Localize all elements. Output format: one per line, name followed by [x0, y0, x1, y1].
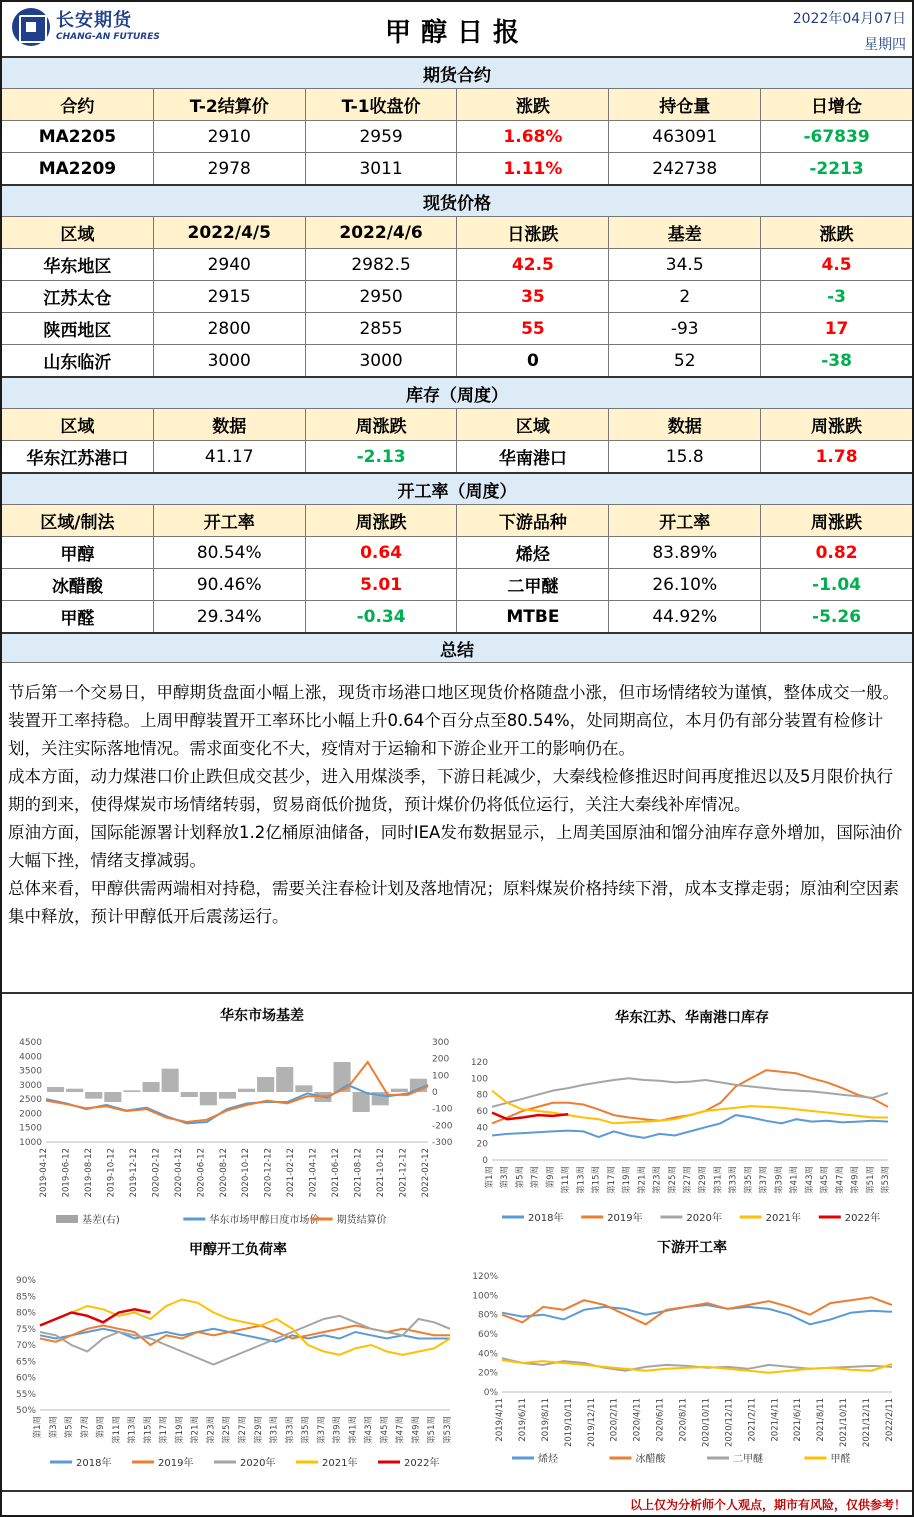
summary-section-title: 总结 [2, 632, 912, 662]
operating-section-title: 开工率（周度） [2, 472, 912, 504]
basis: 34.5 [608, 249, 760, 280]
series-line [502, 1360, 892, 1373]
table-row [2, 312, 912, 344]
futures-header-row [2, 88, 912, 120]
daily-change: 0 [456, 345, 608, 376]
operating-rate: 90.46% [153, 569, 305, 600]
table-row [2, 280, 912, 312]
operating-rate: 29.34% [153, 601, 305, 632]
x-tick-label: 2020/2/11 [609, 1398, 620, 1442]
x-tick-label: 第33周 [285, 1416, 296, 1444]
legend-label: 甲醛 [830, 1454, 851, 1465]
x-tick-label: 第51周 [427, 1416, 438, 1444]
table-row [2, 344, 912, 376]
operating-header-row [2, 504, 912, 536]
legend-label: 2022年 [404, 1458, 440, 1469]
x-tick-label: 第17周 [159, 1416, 170, 1444]
basis-change: 17 [760, 313, 912, 344]
x-tick-label: 2021/4/11 [770, 1398, 781, 1442]
logo-english-name: CHANG-AN FUTURES [56, 32, 160, 42]
x-tick-label: 2021/2/11 [747, 1398, 758, 1442]
column-header: T-1收盘价 [305, 89, 457, 120]
basis-bar [162, 1069, 179, 1092]
basis-bar [123, 1090, 140, 1092]
column-header: 数据 [153, 409, 305, 440]
table-row [2, 440, 912, 472]
report-header [2, 2, 912, 56]
column-header: 开工率 [153, 505, 305, 536]
y-right-tick-label: 100 [432, 1071, 450, 1082]
weekly-change: -0.34 [305, 601, 457, 632]
spot-header-row [2, 216, 912, 248]
x-tick-label: 第15周 [143, 1416, 154, 1444]
series-line [46, 1062, 428, 1122]
x-tick-label: 第49周 [411, 1416, 422, 1444]
basis-change: 4.5 [760, 249, 912, 280]
inventory-header-row [2, 408, 912, 440]
basis-bar [238, 1089, 255, 1092]
summary-paragraph: 总体来看，甲醇供需两端相对持稳，需要关注春检计划及落地情况；原料煤炭价格持续下滑，成本支撑走弱；原油利空因素集中释放，预计甲醇低开后震荡运行。 [8, 879, 899, 926]
x-tick-label: 2020/12/11 [724, 1398, 735, 1447]
x-tick-label: 2021-08-12 [353, 1148, 364, 1198]
column-header: 涨跌 [760, 217, 912, 248]
downstream-name: MTBE [456, 601, 608, 632]
region-name: 陕西地区 [43, 321, 112, 341]
x-tick-label: 2021/8/11 [816, 1398, 827, 1442]
open-interest: 242738 [608, 153, 760, 184]
legend-label: 基差(右) [82, 1215, 120, 1226]
x-tick-label: 第31周 [713, 1166, 724, 1194]
x-tick-label: 2019/4/11 [495, 1398, 505, 1442]
y-tick-label: 80% [15, 1308, 36, 1319]
x-tick-label: 第47周 [835, 1166, 846, 1194]
y-tick-label: 40% [477, 1349, 498, 1360]
y-right-tick-label: -300 [432, 1138, 453, 1148]
region-name: 华东江苏港口 [26, 449, 129, 469]
column-header: 区域 [60, 417, 95, 437]
weekly-change: 0.64 [305, 537, 457, 568]
legend-label: 2022年 [844, 1213, 881, 1224]
basis-change: -3 [760, 281, 912, 312]
x-tick-label: 第43周 [364, 1416, 375, 1444]
table-row [2, 536, 912, 568]
x-tick-label: 2021/6/11 [793, 1398, 804, 1442]
basis-bar [219, 1092, 236, 1099]
basis-bar [200, 1092, 217, 1105]
column-header: 日增仓 [760, 89, 912, 120]
summary-paragraph: 原油方面，国际能源署计划释放1.2亿桶原油储备，同时IEA发布数据显示，上周美国原油和馏分油库存意外增加，国际油价大幅下挫，情绪支撑减弱。 [8, 823, 903, 870]
x-tick-label: 第13周 [576, 1166, 587, 1194]
column-header: 涨跌 [456, 89, 608, 120]
x-tick-label: 第17周 [606, 1166, 617, 1194]
x-tick-label: 第37周 [316, 1416, 327, 1444]
x-tick-label: 2020-06-12 [196, 1148, 207, 1198]
table-row [2, 152, 912, 184]
y-tick-label: 20 [476, 1139, 488, 1150]
column-header: 下游品种 [456, 505, 608, 536]
summary-paragraph: 成本方面，动力煤港口价止跌但成交甚少，进入用煤淡季，下游日耗减少，大秦线检修推迟时间再度推迟以及5月限价执行期的到来，使得煤炭市场情绪转弱，贸易商低价抛货，预计煤价仍将低位运行，关注大秦线补库情况。 [8, 767, 893, 814]
series-line [492, 1091, 888, 1124]
y-tick-label: 100 [470, 1074, 488, 1085]
inventory-value: 15.8 [608, 441, 760, 472]
close-price: 2959 [305, 121, 457, 152]
price-day1: 2940 [153, 249, 305, 280]
price-day1: 2915 [153, 281, 305, 312]
y-tick-label: 20% [477, 1368, 498, 1379]
charts-area [2, 992, 912, 1488]
y-tick-label: 2000 [19, 1109, 42, 1120]
column-header: 区域 [456, 409, 608, 440]
x-tick-label: 2019-06-12 [61, 1148, 72, 1198]
y-tick-label: 3500 [19, 1066, 42, 1077]
series-line [502, 1305, 892, 1324]
x-tick-label: 第3周 [500, 1166, 511, 1189]
x-tick-label: 2020-04-12 [173, 1148, 184, 1198]
series-line [46, 1085, 428, 1124]
x-tick-label: 第21周 [190, 1416, 201, 1444]
column-header: 合约 [60, 97, 95, 117]
y-right-tick-label: -100 [432, 1104, 453, 1115]
report-title: 甲醇日报 [384, 18, 529, 48]
y-right-tick-label: 300 [432, 1038, 450, 1048]
x-tick-label: 2020/10/11 [701, 1398, 712, 1447]
operating-rate: 80.54% [153, 537, 305, 568]
y-tick-label: 60% [15, 1373, 36, 1384]
x-tick-label: 2020/8/11 [678, 1398, 689, 1442]
x-tick-label: 第29周 [253, 1416, 264, 1444]
table-row [2, 600, 912, 632]
logo-chinese-name: 长安期货 [56, 10, 132, 31]
x-tick-label: 第33周 [728, 1166, 739, 1194]
column-header: 区域/制法 [40, 513, 115, 533]
operating-rate: 83.89% [608, 537, 760, 568]
x-tick-label: 2020-12-12 [263, 1148, 274, 1198]
x-tick-label: 第53周 [881, 1166, 891, 1194]
x-tick-label: 第25周 [667, 1166, 678, 1194]
x-tick-label: 2020-08-12 [218, 1148, 229, 1198]
settle-price: 2978 [153, 153, 305, 184]
risk-disclaimer: 以上仅为分析师个人观点，期市有风险，仅供参考！ [629, 1498, 906, 1512]
y-tick-label: 90% [15, 1276, 36, 1286]
y-tick-label: 0 [482, 1156, 488, 1166]
x-tick-label: 第19周 [622, 1166, 633, 1194]
downstream-name: 烯烃 [456, 537, 608, 568]
x-tick-label: 第5周 [515, 1166, 526, 1189]
basis: -93 [608, 313, 760, 344]
futures-section-title: 期货合约 [2, 56, 912, 88]
x-tick-label: 2020/4/11 [632, 1398, 643, 1442]
x-tick-label: 2021-10-12 [376, 1148, 387, 1198]
basis-bar [295, 1085, 312, 1092]
x-tick-label: 第47周 [395, 1416, 406, 1444]
basis-bar [85, 1092, 102, 1099]
basis-change: -38 [760, 345, 912, 376]
y-tick-label: 50% [15, 1406, 36, 1416]
legend-label: 2021年 [322, 1458, 358, 1469]
legend-label: 2018年 [76, 1458, 112, 1469]
x-tick-label: 2021-06-12 [331, 1148, 342, 1198]
x-tick-label: 第7周 [80, 1416, 91, 1439]
series-line [502, 1297, 892, 1324]
weekly-change: -1.04 [760, 569, 912, 600]
basis: 52 [608, 345, 760, 376]
basis-bar [66, 1089, 83, 1092]
column-header: 数据 [608, 409, 760, 440]
x-tick-label: 2020-10-12 [241, 1148, 252, 1198]
basis-bar [104, 1092, 121, 1102]
legend-label: 二甲醚 [733, 1454, 763, 1465]
column-header: 开工率 [608, 505, 760, 536]
summary-text [2, 662, 912, 990]
price-day2: 2982.5 [305, 249, 457, 280]
x-tick-label: 第9周 [545, 1166, 556, 1189]
region-name: 华南港口 [456, 441, 608, 472]
column-header: 周涨跌 [760, 505, 912, 536]
downstream-name: 二甲醚 [456, 569, 608, 600]
legend-label: 2020年 [686, 1213, 722, 1224]
y-tick-label: 75% [15, 1324, 36, 1335]
x-tick-label: 2019/6/11 [517, 1398, 528, 1442]
region-name: 江苏太仓 [43, 289, 112, 309]
series-line [40, 1300, 450, 1355]
x-tick-label: 第41周 [789, 1166, 800, 1194]
close-price: 3011 [305, 153, 457, 184]
x-tick-label: 第39周 [332, 1416, 343, 1444]
x-tick-label: 2021-12-12 [398, 1148, 409, 1198]
y-tick-label: 0% [483, 1388, 498, 1398]
y-tick-label: 4500 [19, 1038, 42, 1048]
legend-label: 烯烃 [538, 1454, 558, 1465]
daily-change: 35 [456, 281, 608, 312]
x-tick-label: 第9周 [96, 1416, 107, 1439]
x-tick-label: 第51周 [865, 1166, 876, 1194]
x-tick-label: 第15周 [591, 1166, 602, 1194]
legend-swatch [56, 1215, 78, 1223]
inventory-value: 41.17 [153, 441, 305, 472]
weekly-change: -5.26 [760, 601, 912, 632]
product-name: 冰醋酸 [51, 577, 103, 597]
column-header: 2022/4/5 [153, 217, 305, 248]
y-tick-label: 60 [476, 1107, 488, 1117]
y-tick-label: 120 [470, 1058, 488, 1068]
y-tick-label: 55% [15, 1389, 36, 1400]
x-tick-label: 第11周 [111, 1416, 122, 1444]
daily-change: 55 [456, 313, 608, 344]
x-tick-label: 第27周 [683, 1166, 693, 1194]
y-tick-label: 1500 [19, 1123, 42, 1134]
x-tick-label: 2019/12/11 [586, 1398, 597, 1447]
series-line [492, 1115, 888, 1138]
x-tick-label: 第1周 [485, 1166, 495, 1189]
x-tick-label: 第39周 [774, 1166, 785, 1194]
price-day2: 3000 [305, 345, 457, 376]
x-tick-label: 第37周 [759, 1166, 770, 1194]
x-tick-label: 第43周 [804, 1166, 815, 1194]
x-tick-label: 第1周 [33, 1416, 43, 1439]
chart-title: 华东江苏、华南港口库存 [615, 1010, 769, 1026]
x-tick-label: 2020/6/11 [655, 1398, 666, 1442]
x-tick-label: 第7周 [530, 1166, 541, 1189]
x-tick-label: 2022/2/11 [885, 1398, 895, 1442]
price-day1: 2800 [153, 313, 305, 344]
change-pct: 1.11% [456, 153, 608, 184]
report-weekday: 星期四 [864, 37, 906, 53]
contract-name: MA2205 [38, 126, 117, 147]
x-tick-label: 第45周 [379, 1416, 390, 1444]
y-tick-label: 70% [15, 1341, 36, 1351]
column-header: 基差 [608, 217, 760, 248]
y-tick-label: 85% [15, 1292, 36, 1303]
basis-bar [47, 1087, 64, 1092]
legend-label: 2020年 [240, 1458, 276, 1469]
x-tick-label: 2021-02-12 [286, 1148, 297, 1198]
basis-bar [143, 1082, 160, 1092]
legend-label: 冰醋酸 [635, 1454, 666, 1465]
x-tick-label: 第23周 [652, 1166, 663, 1194]
x-tick-label: 第35周 [743, 1166, 754, 1194]
table-row [2, 120, 912, 152]
column-header: T-2结算价 [153, 89, 305, 120]
y-tick-label: 60% [477, 1330, 498, 1340]
charts-svg [2, 994, 912, 1490]
basis-bar [391, 1089, 408, 1092]
x-tick-label: 2021-04-12 [308, 1148, 319, 1198]
column-header: 周涨跌 [760, 409, 912, 440]
table-row [2, 568, 912, 600]
x-tick-label: 2021/12/11 [862, 1398, 873, 1447]
change-pct: 1.68% [456, 121, 608, 152]
x-tick-label: 第49周 [850, 1166, 861, 1194]
x-tick-label: 第53周 [443, 1416, 453, 1444]
x-tick-label: 2019-04-12 [39, 1148, 49, 1198]
operating-rate: 26.10% [608, 569, 760, 600]
y-tick-label: 3000 [19, 1080, 42, 1091]
y-tick-label: 1000 [19, 1138, 42, 1148]
settle-price: 2910 [153, 121, 305, 152]
chart-title: 甲醇开工负荷率 [189, 1242, 287, 1258]
weekly-change: -2.13 [305, 441, 457, 472]
x-tick-label: 2021/10/11 [839, 1398, 850, 1447]
x-tick-label: 2019/8/11 [540, 1398, 551, 1442]
x-tick-label: 第31周 [269, 1416, 280, 1444]
x-tick-label: 2019-12-12 [128, 1148, 139, 1198]
y-right-tick-label: -200 [432, 1121, 453, 1132]
price-day2: 2855 [305, 313, 457, 344]
x-tick-label: 第11周 [561, 1166, 572, 1194]
y-tick-label: 80 [476, 1090, 488, 1101]
x-tick-label: 第27周 [238, 1416, 248, 1444]
x-tick-label: 第5周 [64, 1416, 75, 1439]
x-tick-label: 2019-08-12 [83, 1148, 94, 1198]
region-name: 华东地区 [43, 257, 112, 277]
product-name: 甲醇 [60, 545, 95, 565]
x-tick-label: 第3周 [48, 1416, 59, 1439]
spot-section-title: 现货价格 [2, 184, 912, 216]
y-tick-label: 100% [472, 1291, 498, 1302]
legend-label: 2018年 [528, 1213, 564, 1224]
x-tick-label: 第41周 [348, 1416, 359, 1444]
summary-paragraph: 节后第一个交易日，甲醇期货盘面小幅上涨，现货市场港口地区现货价格随盘小涨，但市场情绪较为谨慎，整体成交一般。装置开工率持稳。上周甲醇装置开工率环比小幅上升0.64个百分点至80.54%，处同期高位，本月仍有部分装置有检修计划，关注实际落地情况。需求面变化不大，疫情对于运输和下游企业开工的影响仍在。 [8, 683, 899, 758]
x-tick-label: 第29周 [698, 1166, 709, 1194]
x-tick-label: 第25周 [222, 1416, 233, 1444]
column-header: 持仓量 [608, 89, 760, 120]
weekly-change: 0.82 [760, 537, 912, 568]
chart-title: 华东市场基差 [220, 1008, 304, 1024]
product-name: 甲醛 [60, 609, 95, 629]
basis-bar [353, 1092, 370, 1112]
basis-bar [257, 1077, 274, 1092]
y-right-tick-label: 200 [432, 1054, 450, 1065]
legend-label: 2021年 [765, 1213, 802, 1224]
y-tick-label: 40 [476, 1123, 488, 1134]
daily-change: 42.5 [456, 249, 608, 280]
price-day2: 2950 [305, 281, 457, 312]
basis-bar [276, 1067, 293, 1092]
basis-bar [181, 1092, 198, 1097]
open-interest: 463091 [608, 121, 760, 152]
x-tick-label: 2019-10-12 [106, 1148, 117, 1198]
legend-label: 期货结算价 [336, 1215, 387, 1226]
contract-name: MA2209 [38, 158, 117, 179]
column-header: 区域 [60, 225, 95, 245]
x-tick-label: 2020-02-12 [151, 1148, 162, 1198]
x-tick-label: 第23周 [206, 1416, 217, 1444]
column-header: 周涨跌 [305, 505, 457, 536]
y-tick-label: 4000 [19, 1052, 42, 1063]
basis: 2 [608, 281, 760, 312]
legend-label: 2019年 [607, 1213, 643, 1224]
x-tick-label: 第19周 [174, 1416, 185, 1444]
oi-change: -67839 [760, 121, 912, 152]
table-row [2, 248, 912, 280]
column-header: 日涨跌 [456, 217, 608, 248]
region-name: 山东临沂 [43, 353, 112, 373]
x-tick-label: 第35周 [301, 1416, 312, 1444]
y-tick-label: 120% [472, 1272, 498, 1282]
column-header: 周涨跌 [305, 409, 457, 440]
chart-title: 下游开工率 [657, 1240, 727, 1256]
report-footer [2, 1490, 912, 1515]
y-right-tick-label: 0 [432, 1088, 438, 1098]
x-tick-label: 第13周 [127, 1416, 138, 1444]
weekly-change: 5.01 [305, 569, 457, 600]
operating-rate: 44.92% [608, 601, 760, 632]
x-tick-label: 2022-02-12 [421, 1148, 431, 1198]
x-tick-label: 第21周 [637, 1166, 648, 1194]
oi-change: -2213 [760, 153, 912, 184]
inventory-section-title: 库存（周度） [2, 376, 912, 408]
y-tick-label: 2500 [19, 1095, 42, 1106]
legend-label: 2019年 [158, 1458, 194, 1469]
price-day1: 3000 [153, 345, 305, 376]
x-tick-label: 第45周 [820, 1166, 831, 1194]
column-header: 2022/4/6 [305, 217, 457, 248]
weekly-change: 1.78 [760, 441, 912, 472]
legend-label: 华东市场甲醇日度市场价 [209, 1215, 320, 1226]
x-tick-label: 2019/10/11 [563, 1398, 574, 1447]
y-tick-label: 65% [15, 1357, 36, 1368]
y-tick-label: 80% [477, 1310, 498, 1321]
report-date: 2022年04月07日 [792, 11, 906, 27]
